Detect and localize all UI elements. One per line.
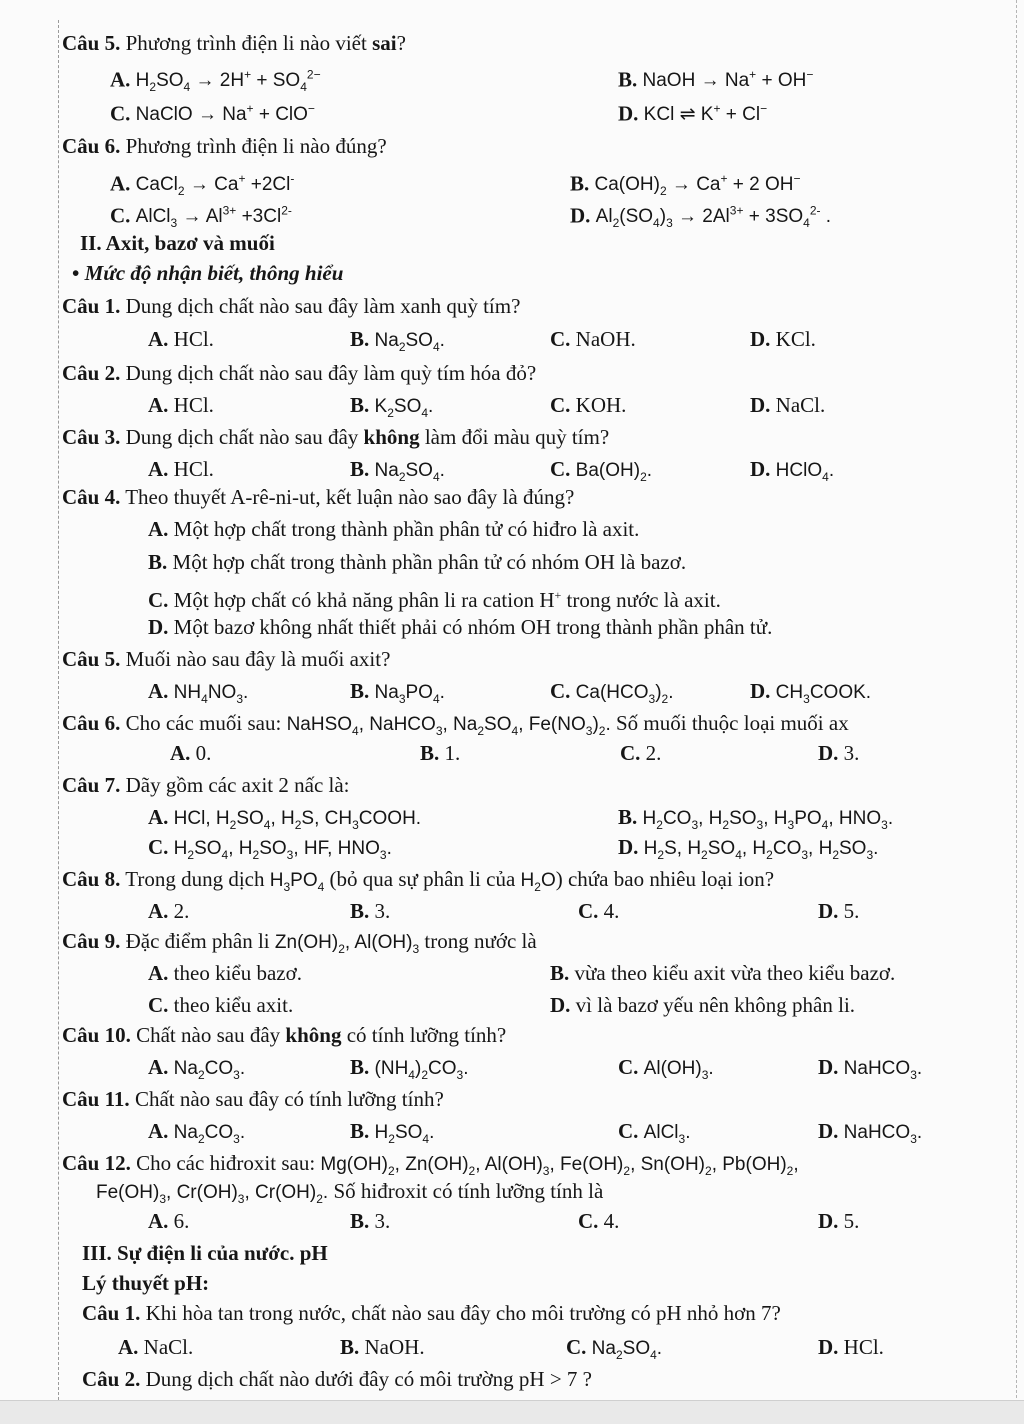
text-line-37: Câu 6. Cho các muối sau: NaHSO$_4$, NaHCO$_3$, $Na_2SO_4$, $Fe(NO_3)_2$. Số muối thuộc loại muối ax <box>62 711 849 738</box>
text-line-64: B. $H_2SO_4$. <box>350 1119 435 1146</box>
text-line-49: B. 3. <box>350 899 391 923</box>
text-line-44: B. $H_2CO_3$, $H_2SO_3$, $H_3PO_4$, $HNO_3$. <box>618 805 894 832</box>
text-line-67: Câu 12. Cho các hiđroxit sau: $Mg(OH)_2$, $Zn(OH)_2$, $Al(OH)_3$, $Fe(OH)_2$, $Sn(OH)_2$, $Pb(OH)_2$, <box>62 1151 799 1178</box>
text-line-72: D. 5. <box>818 1209 860 1233</box>
text-line-47: Câu 8. Trong dung dịch $H_3PO_4$ (bỏ qua sự phân li của $H_2O$) chứa bao nhiêu loại ion? <box>62 867 775 894</box>
text-line-62: Câu 11. Chất nào sau đây có tính lưỡng tính? <box>62 1087 444 1111</box>
text-line-61: D. NaHCO$_3$. <box>818 1055 923 1082</box>
text-line-35: C. $Ca(HCO_3)_2$. <box>550 679 674 706</box>
text-line-4: D. KCl ⇌ K+ + Cl− <box>618 101 768 126</box>
bottom-edge-strip <box>0 1400 1024 1424</box>
text-line-1: A. $H_2SO_4 \to 2H^+ + SO_4^{2-}$ <box>110 67 321 95</box>
text-line-29: B. Một hợp chất trong thành phần phân tử có nhóm OH là bazơ. <box>148 550 687 574</box>
text-line-55: C. theo kiểu axit. <box>148 993 294 1017</box>
text-line-2: B. NaOH → Na+ + OH− <box>618 67 814 92</box>
text-line-71: C. 4. <box>578 1209 620 1233</box>
text-line-66: D. NaHCO$_3$. <box>818 1119 923 1146</box>
text-line-41: D. 3. <box>818 741 860 765</box>
text-line-59: B. $(NH_4)_2CO_3$. <box>350 1055 469 1082</box>
text-line-15: C. NaOH. <box>550 327 636 351</box>
text-line-13: A. HCl. <box>148 327 214 351</box>
text-line-24: B. $Na_2SO_4$. <box>350 457 445 484</box>
text-line-38: A. 0. <box>170 741 212 765</box>
text-line-57: Câu 10. Chất nào sau đây không có tính lưỡng tính? <box>62 1023 507 1047</box>
text-line-39: B. 1. <box>420 741 461 765</box>
text-line-5: Câu 6. Phương trình điện li nào đúng? <box>62 134 387 158</box>
text-line-16: D. KCl. <box>750 327 816 351</box>
text-line-77: B. NaOH. <box>340 1335 425 1359</box>
text-line-50: C. 4. <box>578 899 620 923</box>
text-line-0: Câu 5. Phương trình điện li nào viết sai? <box>62 31 406 55</box>
text-line-52: Câu 9. Đặc điểm phân li $Zn(OH)_2$, $Al(OH)_3$ trong nước là <box>62 929 537 956</box>
text-line-42: Câu 7. Dãy gồm các axit 2 nấc là: <box>62 773 350 797</box>
text-line-23: A. HCl. <box>148 457 214 481</box>
text-line-70: B. 3. <box>350 1209 391 1233</box>
text-line-6: A. CaCl$_2$ → Ca+ +2Cl- <box>110 171 295 199</box>
text-line-36: D. $CH_3COOK$. <box>750 679 872 706</box>
text-line-48: A. 2. <box>148 899 190 923</box>
text-line-74: Lý thuyết pH: <box>82 1271 210 1295</box>
text-line-56: D. vì là bazơ yếu nên không phân li. <box>550 993 856 1017</box>
text-line-32: Câu 5. Muối nào sau đây là muối axit? <box>62 647 391 671</box>
text-line-65: C. AlCl$_3$. <box>618 1119 691 1146</box>
text-line-43: A. HCl, $H_2SO_4$, $H_2S$, $CH_3COOH$. <box>148 805 422 832</box>
text-line-26: D. HClO$_4$. <box>750 457 835 484</box>
text-line-46: D. $H_2S$, $H_2SO_4$, $H_2CO_3$, $H_2SO_3$. <box>618 835 879 862</box>
text-line-18: A. HCl. <box>148 393 214 417</box>
text-line-3: C. NaClO → Na+ + ClO− <box>110 101 315 126</box>
text-line-11: • Mức độ nhận biết, thông hiểu <box>72 261 344 285</box>
text-line-19: B. $K_2SO_4$. <box>350 393 434 420</box>
text-line-12: Câu 1. Dung dịch chất nào sau đây làm xanh quỳ tím? <box>62 294 521 318</box>
text-line-31: D. Một bazơ không nhất thiết phải có nhóm OH trong thành phần phân tử. <box>148 615 773 639</box>
text-line-54: B. vừa theo kiểu axit vừa theo kiểu bazơ. <box>550 961 896 985</box>
text-line-14: B. $Na_2SO_4$. <box>350 327 445 354</box>
text-line-27: Câu 4. Theo thuyết A-rê-ni-ut, kết luận nào sao đây là đúng? <box>62 485 575 509</box>
text-line-73: III. Sự điện li của nước. pH <box>82 1241 328 1265</box>
text-line-75: Câu 1. Khi hòa tan trong nước, chất nào sau đây cho môi trường có pH nhỏ hơn 7? <box>82 1301 781 1325</box>
text-line-34: B. $Na_3PO_4$. <box>350 679 445 706</box>
text-line-78: C. $Na_2SO_4$. <box>566 1335 663 1362</box>
text-line-53: A. theo kiểu bazơ. <box>148 961 302 985</box>
text-line-40: C. 2. <box>620 741 662 765</box>
text-line-25: C. $Ba(OH)_2$. <box>550 457 653 484</box>
text-line-28: A. Một hợp chất trong thành phần phân tử có hiđro là axit. <box>148 517 640 541</box>
text-line-33: A. $NH_4NO_3$. <box>148 679 249 706</box>
text-line-10: II. Axit, bazơ và muối <box>80 231 275 255</box>
text-line-22: Câu 3. Dung dịch chất nào sau đây không làm đổi màu quỳ tím? <box>62 425 610 449</box>
text-line-8: C. AlCl$_3$ → $Al^{3+} +3Cl^{2-}$ <box>110 203 292 231</box>
text-line-30: C. Một hợp chất có khả năng phân li ra cation H+ trong nước là axit. <box>148 588 721 612</box>
text-line-7: B. $Ca(OH)_2 \to Ca^+ + 2$ OH− <box>570 171 801 199</box>
text-line-51: D. 5. <box>818 899 860 923</box>
text-line-17: Câu 2. Dung dịch chất nào sau đây làm quỳ tím hóa đỏ? <box>62 361 537 385</box>
text-line-68: $Fe(OH)_3$, $Cr(OH)_3$, $Cr(OH)_2$. Số hiđroxit có tính lưỡng tính là <box>96 1179 604 1206</box>
text-line-9: D. $Al_2(SO_4)_3 \to 2Al^{3+} + 3SO_4^{2-}$ . <box>570 203 832 231</box>
text-line-69: A. 6. <box>148 1209 190 1233</box>
text-line-45: C. $H_2SO_4$, $H_2SO_3$, HF, $HNO_3$. <box>148 835 392 862</box>
right-edge-line <box>1016 0 1017 1423</box>
text-line-20: C. KOH. <box>550 393 627 417</box>
text-line-58: A. $Na_2CO_3$. <box>148 1055 246 1082</box>
text-line-21: D. NaCl. <box>750 393 826 417</box>
text-line-79: D. HCl. <box>818 1335 884 1359</box>
margin-dashed-line <box>58 20 59 1400</box>
text-line-60: C. $Al(OH)_3$. <box>618 1055 714 1082</box>
text-line-80: Câu 2. Dung dịch chất nào dưới đây có môi trường pH > 7 ? <box>82 1367 593 1391</box>
text-line-76: A. NaCl. <box>118 1335 194 1359</box>
text-line-63: A. $Na_2CO_3$. <box>148 1119 246 1146</box>
